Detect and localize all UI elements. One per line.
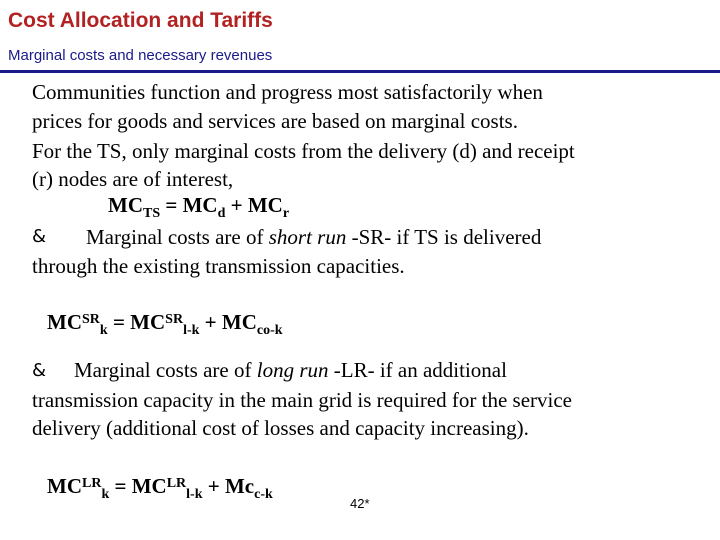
ampersand-bullet-icon: & xyxy=(32,360,47,381)
intro-line-1: Communities function and progress most satisfactorily when xyxy=(32,80,543,104)
formula-mc-sr: $MC^{SR}_k = MC^{SR}_{l-k} + MC_{co-k}$ xyxy=(47,310,283,338)
bullet-lr-line-2: transmission capacity in the main grid is required for the service xyxy=(32,388,573,412)
bullet-lr-line-3: delivery (additional cost of losses and capacity increasing). xyxy=(32,416,529,440)
formula-mc-ts: $MC_{TS} = MC_d + MC_r$ xyxy=(108,193,290,221)
bullet-lr-line-1: Marginal costs are of long run -LR- if an additional xyxy=(74,358,507,382)
header-divider xyxy=(0,70,720,73)
page-number: 42* xyxy=(350,496,370,511)
intro-line-3: For the TS, only marginal costs from the delivery (d) and receipt xyxy=(32,139,575,163)
ampersand-bullet-icon: & xyxy=(32,226,47,247)
slide-subtitle: Marginal costs and necessary revenues xyxy=(8,47,273,64)
bullet-sr-line-1: Marginal costs are of short run -SR- if TS is delivered xyxy=(86,225,542,249)
intro-line-4: (r) nodes are of interest, xyxy=(32,167,234,191)
formula-mc-lr: $MC^{LR}_k = MC^{LR}_{l-k} + Mc_{c-k}$ xyxy=(47,474,273,502)
bullet-sr-line-2: through the existing transmission capacities. xyxy=(32,254,405,278)
slide-title: Cost Allocation and Tariffs xyxy=(8,9,273,32)
intro-line-2: prices for goods and services are based on marginal costs. xyxy=(32,109,518,133)
